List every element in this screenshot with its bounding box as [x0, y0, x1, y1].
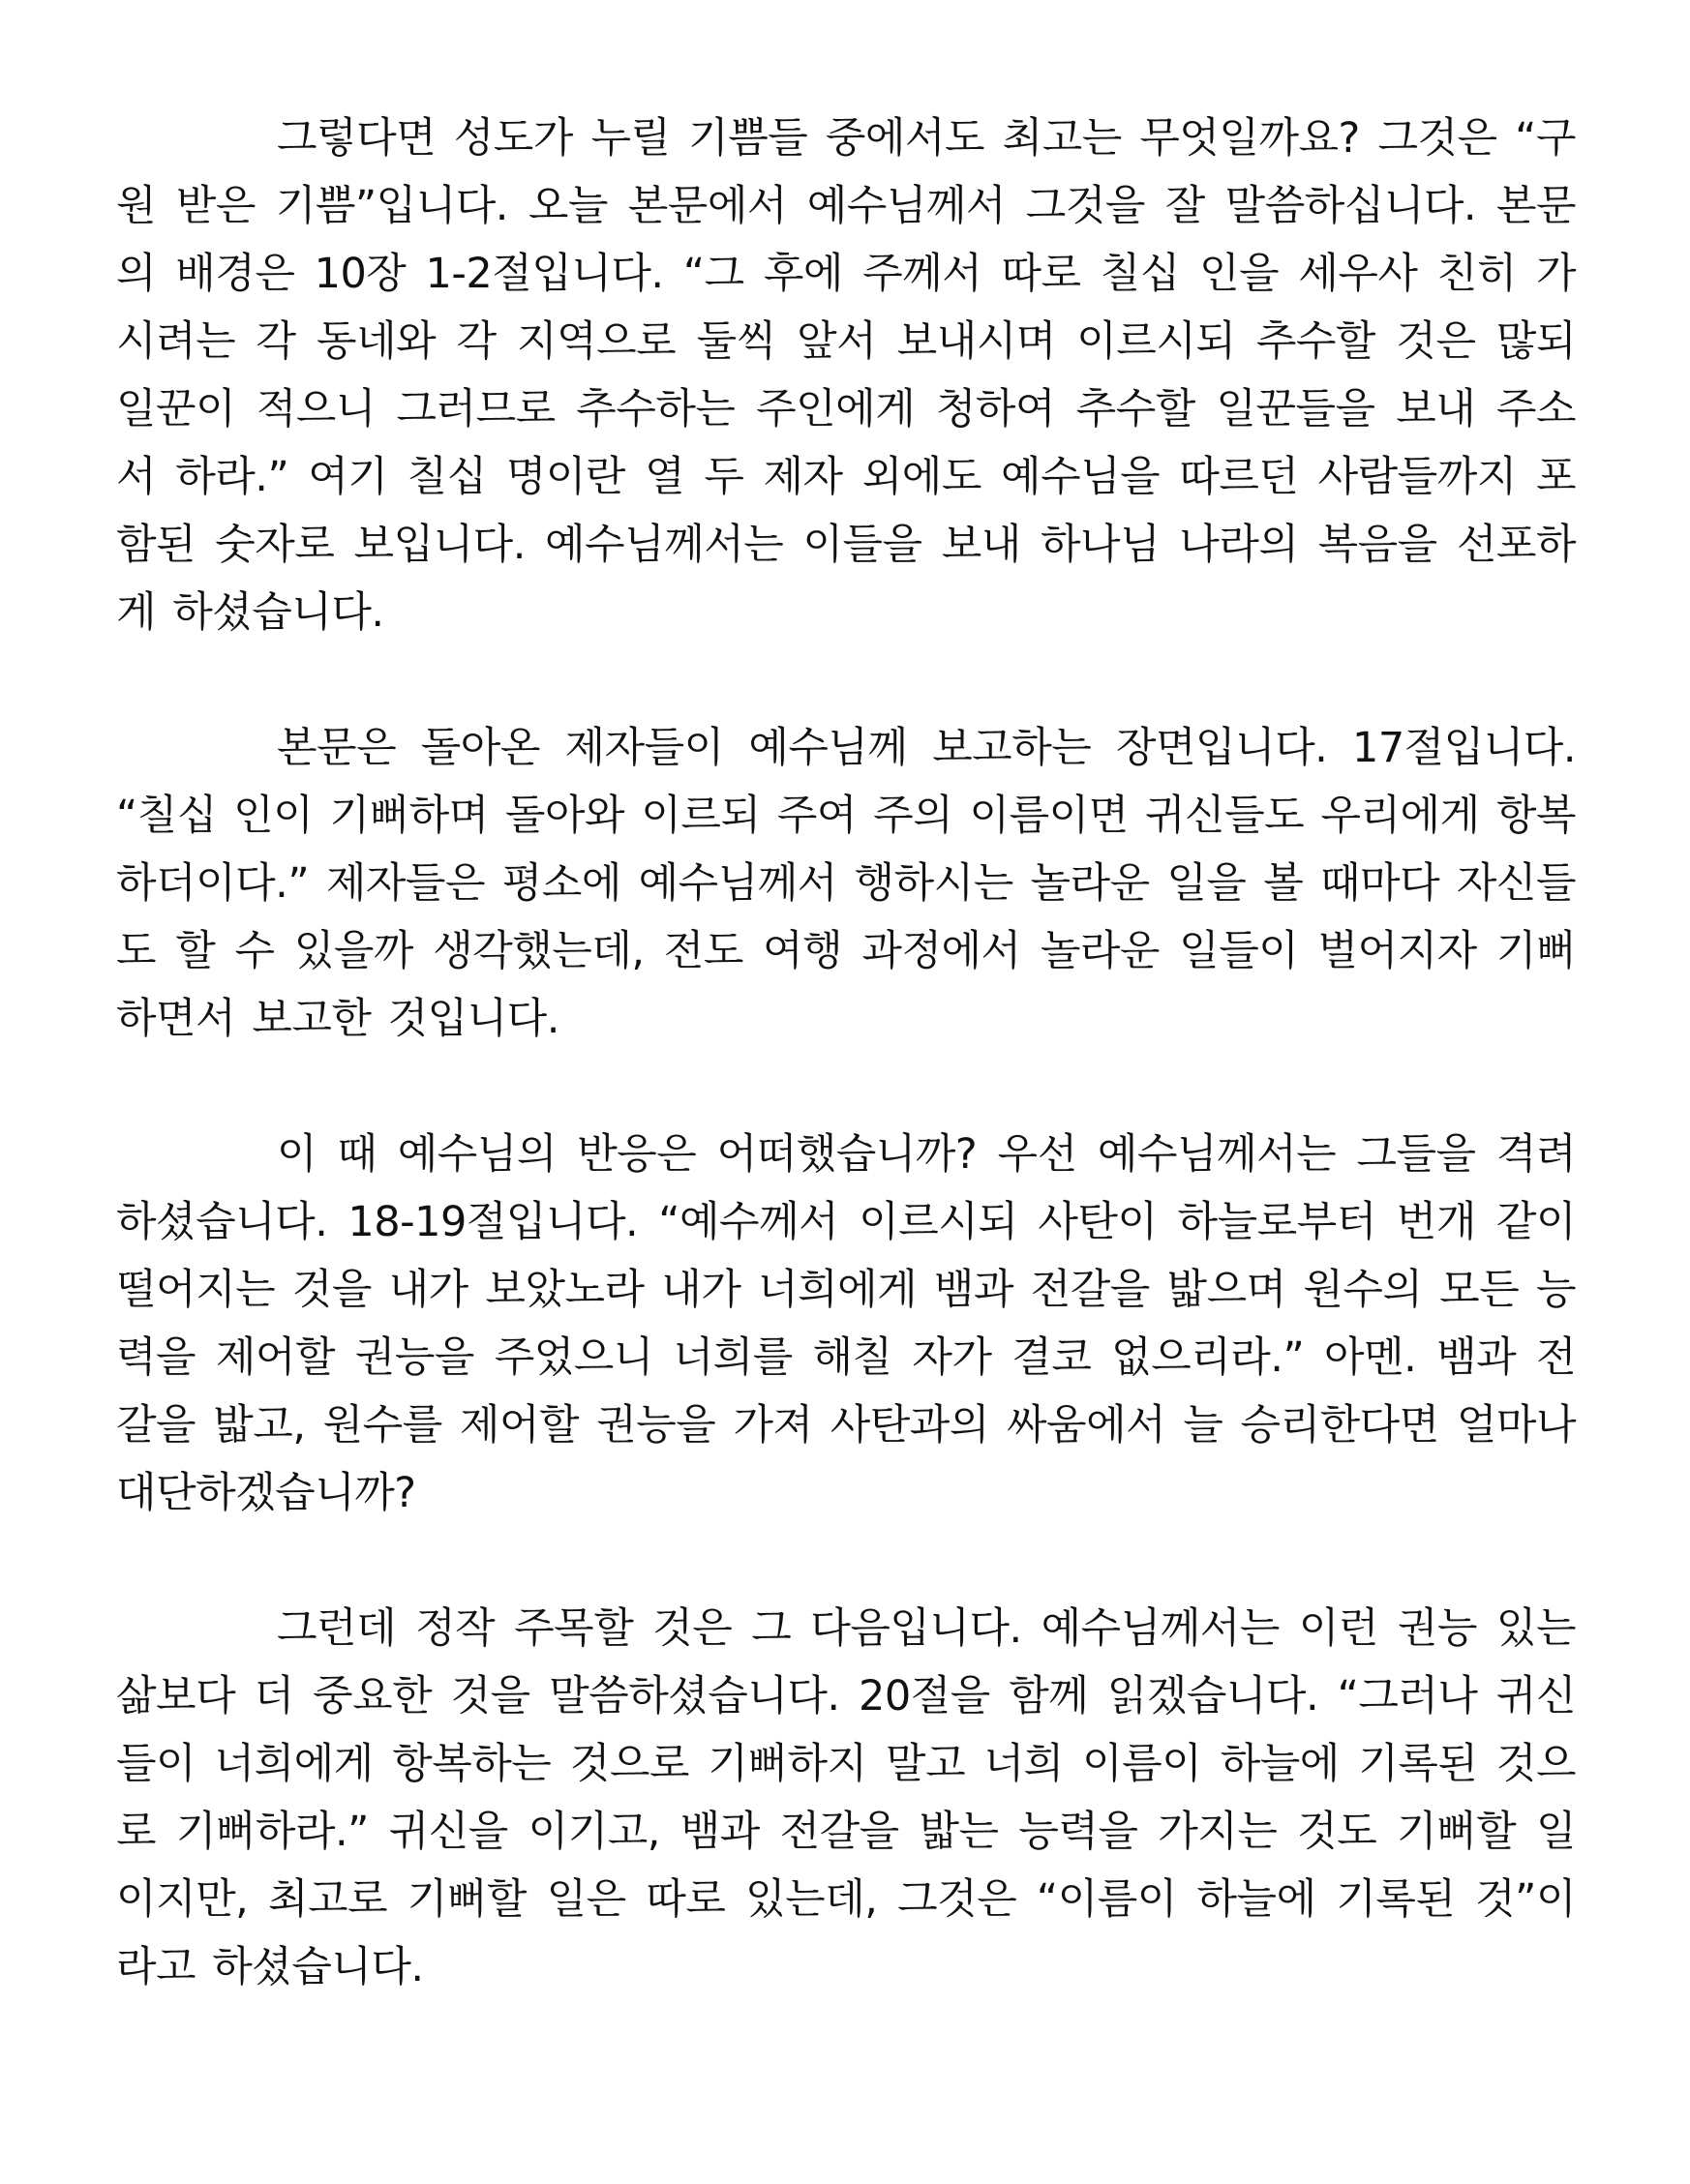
paragraph-2: 본문은 돌아온 제자들이 예수님께 보고하는 장면입니다. 17절입니다. “칠십 인이 기뻐하며 돌아와 이르되 주여 주의 이름이면 귀신들도 우리에게 항복하더이다.” 제자들은 평소에 예수님께서 행하시는 놀라운 일을 볼 때마다 자신들도 할 수 있을까 생각했는데, 전도 여행 과정에서 놀라운 일들이 벌어지자 기뻐하면서 보고한 것입니다. — [116, 724, 1576, 1043]
document-page — [116, 105, 1576, 2001]
paragraph-1: 그렇다면 성도가 누릴 기쁨들 중에서도 최고는 무엇일까요? 그것은 “구원 받은 기쁨”입니다. 오늘 본문에서 예수님께서 그것을 잘 말씀하십니다. 본문의 배경은 10장 1-2절입니다. “그 후에 주께서 따로 칠십 인을 세우사 친히 가시려는 각 동네와 각 지역으로 둘씩 앞서 보내시며 이르시되 추수할 것은 많되 일꾼이 적으니 그러므로 추수하는 주인에게 청하여 추수할 일꾼들을 보내 주소서 하라.” 여기 칠십 명이란 열 두 제자 외에도 예수님을 따르던 사람들까지 포함된 숫자로 보입니다. 예수님께서는 이들을 보내 하나님 나라의 복음을 선포하게 하셨습니다. — [116, 114, 1576, 637]
paragraph-4: 그런데 정작 주목할 것은 그 다음입니다. 예수님께서는 이런 권능 있는 삶보다 더 중요한 것을 말씀하셨습니다. 20절을 함께 읽겠습니다. “그러나 귀신들이 너희에게 항복하는 것으로 기뻐하지 말고 너희 이름이 하늘에 기록된 것으로 기뻐하라.” 귀신을 이기고, 뱀과 전갈을 밟는 능력을 가지는 것도 기뻐할 일이지만, 최고로 기뻐할 일은 따로 있는데, 그것은 “이름이 하늘에 기록된 것”이라고 하셨습니다. — [116, 1604, 1576, 1991]
paragraph-3: 이 때 예수님의 반응은 어떠했습니까? 우선 예수님께서는 그들을 격려하셨습니다. 18-19절입니다. “예수께서 이르시되 사탄이 하늘로부터 번개 같이 떨어지는 것을 내가 보았노라 내가 너희에게 뱀과 전갈을 밟으며 원수의 모든 능력을 제어할 권능을 주었으니 너희를 해칠 자가 결코 없으리라.” 아멘. 뱀과 전갈을 밟고, 원수를 제어할 권능을 가져 사탄과의 싸움에서 늘 승리한다면 얼마나 대단하겠습니까? — [116, 1130, 1576, 1517]
